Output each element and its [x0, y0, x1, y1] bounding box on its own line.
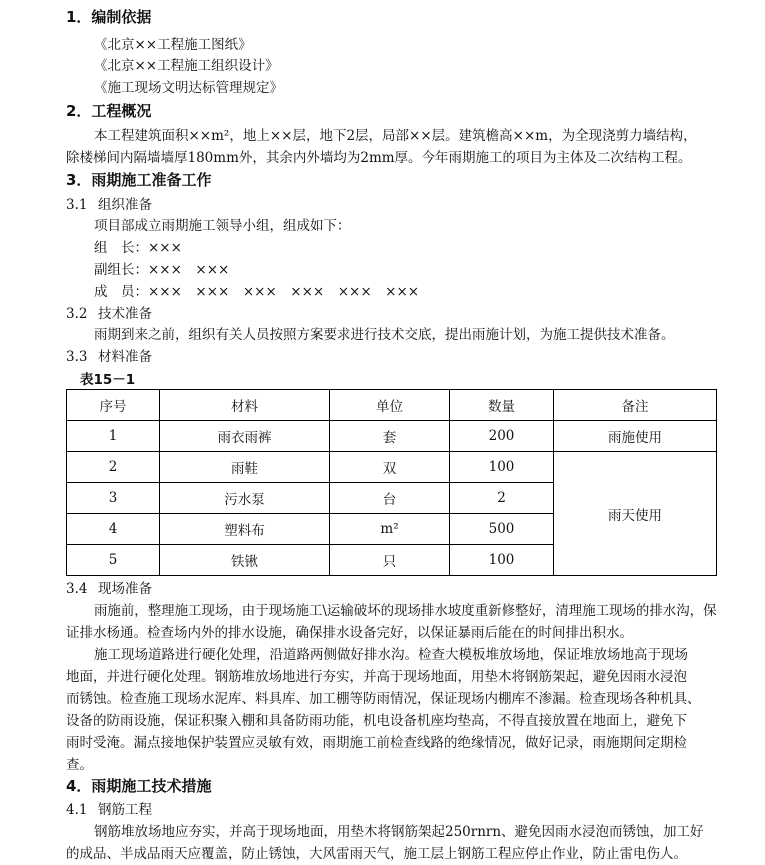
cell-no: 4 [67, 514, 160, 545]
cell-qty: 2 [450, 483, 554, 514]
overview-line-1: 本工程建筑面积××m²，地上××层，地下2层，局部××层。建筑檐高××m，为全现浇剪力墙结构， [94, 128, 697, 144]
site-line-6: 设备的防雨设施，保证积聚入棚和具备防雨功能，机电设备机座均垫高，不得直接放置在地面上，避免下 [66, 713, 687, 729]
header-cell: 材料 [160, 390, 330, 421]
section-4-heading: 4．雨期施工技术措施 [66, 777, 212, 795]
cell-unit: m² [330, 514, 450, 545]
cell-note: 雨施使用 [554, 421, 717, 452]
subsection-3-4-heading [66, 577, 152, 597]
org-line-leader: 组 长：××× [94, 240, 182, 256]
cell-qty: 500 [450, 514, 554, 545]
overview-line-2: 除楼梯间内隔墙墙厚180mm外，其余内外墙均为2mm厚。今年雨期施工的项目为主体及二次结构工程。 [66, 150, 692, 166]
subsection-4-1-heading [66, 798, 152, 818]
site-line-5: 而锈蚀。检查施工现场水泥库、料具库、加工棚等防雨情况，保证现场内棚库不渗漏。检查现场各种机具、 [66, 691, 701, 707]
cell-material: 铁锹 [160, 545, 330, 576]
cell-unit: 套 [330, 421, 450, 452]
section-2-heading: 2．工程概况 [66, 102, 152, 120]
rebar-line-1: 钢筋堆放场地应夯实，并高于现场地面，用垫木将钢筋架起250rnrn、避免因雨水浸泡而锈蚀，加工好 [94, 824, 704, 840]
table-row [67, 452, 717, 483]
site-line-8: 查。 [66, 757, 93, 773]
site-line-1: 雨施前，整理施工现场，由于现场施工\运输破坏的现场排水坡度重新修整好，清理施工现场的排水沟，保 [94, 603, 717, 619]
basis-item-2: 《北京××工程施工组织设计》 [94, 58, 279, 74]
site-line-4: 地面，并进行硬化处理。钢筋堆放场地进行夯实，并高于现场地面，用垫木将钢筋架起，避免因雨水浸泡 [66, 669, 687, 685]
header-cell: 数量 [450, 390, 554, 421]
site-line-2: 证排水杨通。检查场内外的排水设施，确保排水设备完好，以保证暴雨后能在的时间排出积水。 [66, 625, 633, 641]
cell-note-merged: 雨天使用 [554, 452, 717, 576]
subsection-3-2-heading [66, 302, 152, 322]
cell-material: 雨衣雨裤 [160, 421, 330, 452]
subsection-title: 现场准备 [98, 581, 152, 597]
cell-qty: 100 [450, 452, 554, 483]
table-header-row [67, 390, 717, 421]
subsection-number: 3.2 [66, 306, 88, 322]
org-line-members: 成 员：××× ××× ××× ××× ××× ××× [94, 284, 420, 300]
subsection-number: 3.4 [66, 581, 88, 597]
cell-material: 污水泵 [160, 483, 330, 514]
basis-item-1: 《北京××工程施工图纸》 [94, 37, 252, 53]
tech-line-1: 雨期到来之前，组织有关人员按照方案要求进行技术交底，提出雨施计划，为施工提供技术准备。 [94, 327, 675, 343]
header-cell: 单位 [330, 390, 450, 421]
subsection-3-3-heading [66, 345, 152, 365]
subsection-title: 技术准备 [98, 306, 152, 322]
cell-qty: 100 [450, 545, 554, 576]
site-line-3: 施工现场道路进行硬化处理，沿道路两侧做好排水沟。检查大模板堆放场地，保证堆放场地高于现场 [94, 647, 688, 663]
table-row [67, 421, 717, 452]
subsection-title: 钢筋工程 [98, 802, 152, 818]
org-line-1: 项目部成立雨期施工领导小组，组成如下： [94, 218, 351, 234]
cell-no: 5 [67, 545, 160, 576]
cell-unit: 双 [330, 452, 450, 483]
cell-no: 1 [67, 421, 160, 452]
subsection-number: 3.3 [66, 349, 88, 365]
section-3-heading: 3．雨期施工准备工作 [66, 171, 212, 189]
org-line-deputy: 副组长：××× ××× [94, 262, 230, 278]
table-caption: 表15－1 [80, 372, 136, 388]
subsection-title: 组织准备 [98, 197, 152, 213]
cell-unit: 只 [330, 545, 450, 576]
subsection-title: 材料准备 [98, 349, 152, 365]
materials-table [66, 389, 717, 576]
section-1-heading: 1．编制依据 [66, 8, 152, 26]
cell-unit: 台 [330, 483, 450, 514]
rebar-line-2: 的成品、半成品雨天应覆盖，防止锈蚀，大风雷雨天气，施工层上钢筋工程应停止作业，防止雷电伤人。 [66, 846, 687, 862]
subsection-number: 4.1 [66, 802, 88, 818]
cell-no: 2 [67, 452, 160, 483]
site-line-7: 雨时受淹。漏点接地保护装置应灵敏有效，雨期施工前检查线路的绝缘情况，做好记录，雨施期间定期检 [66, 735, 687, 751]
cell-no: 3 [67, 483, 160, 514]
cell-material: 雨鞋 [160, 452, 330, 483]
cell-qty: 200 [450, 421, 554, 452]
basis-item-3: 《施工现场文明达标管理规定》 [94, 80, 283, 96]
subsection-number: 3.1 [66, 197, 88, 213]
header-cell: 序号 [67, 390, 160, 421]
header-cell: 备注 [554, 390, 717, 421]
cell-material: 塑料布 [160, 514, 330, 545]
subsection-3-1-heading [66, 193, 152, 213]
